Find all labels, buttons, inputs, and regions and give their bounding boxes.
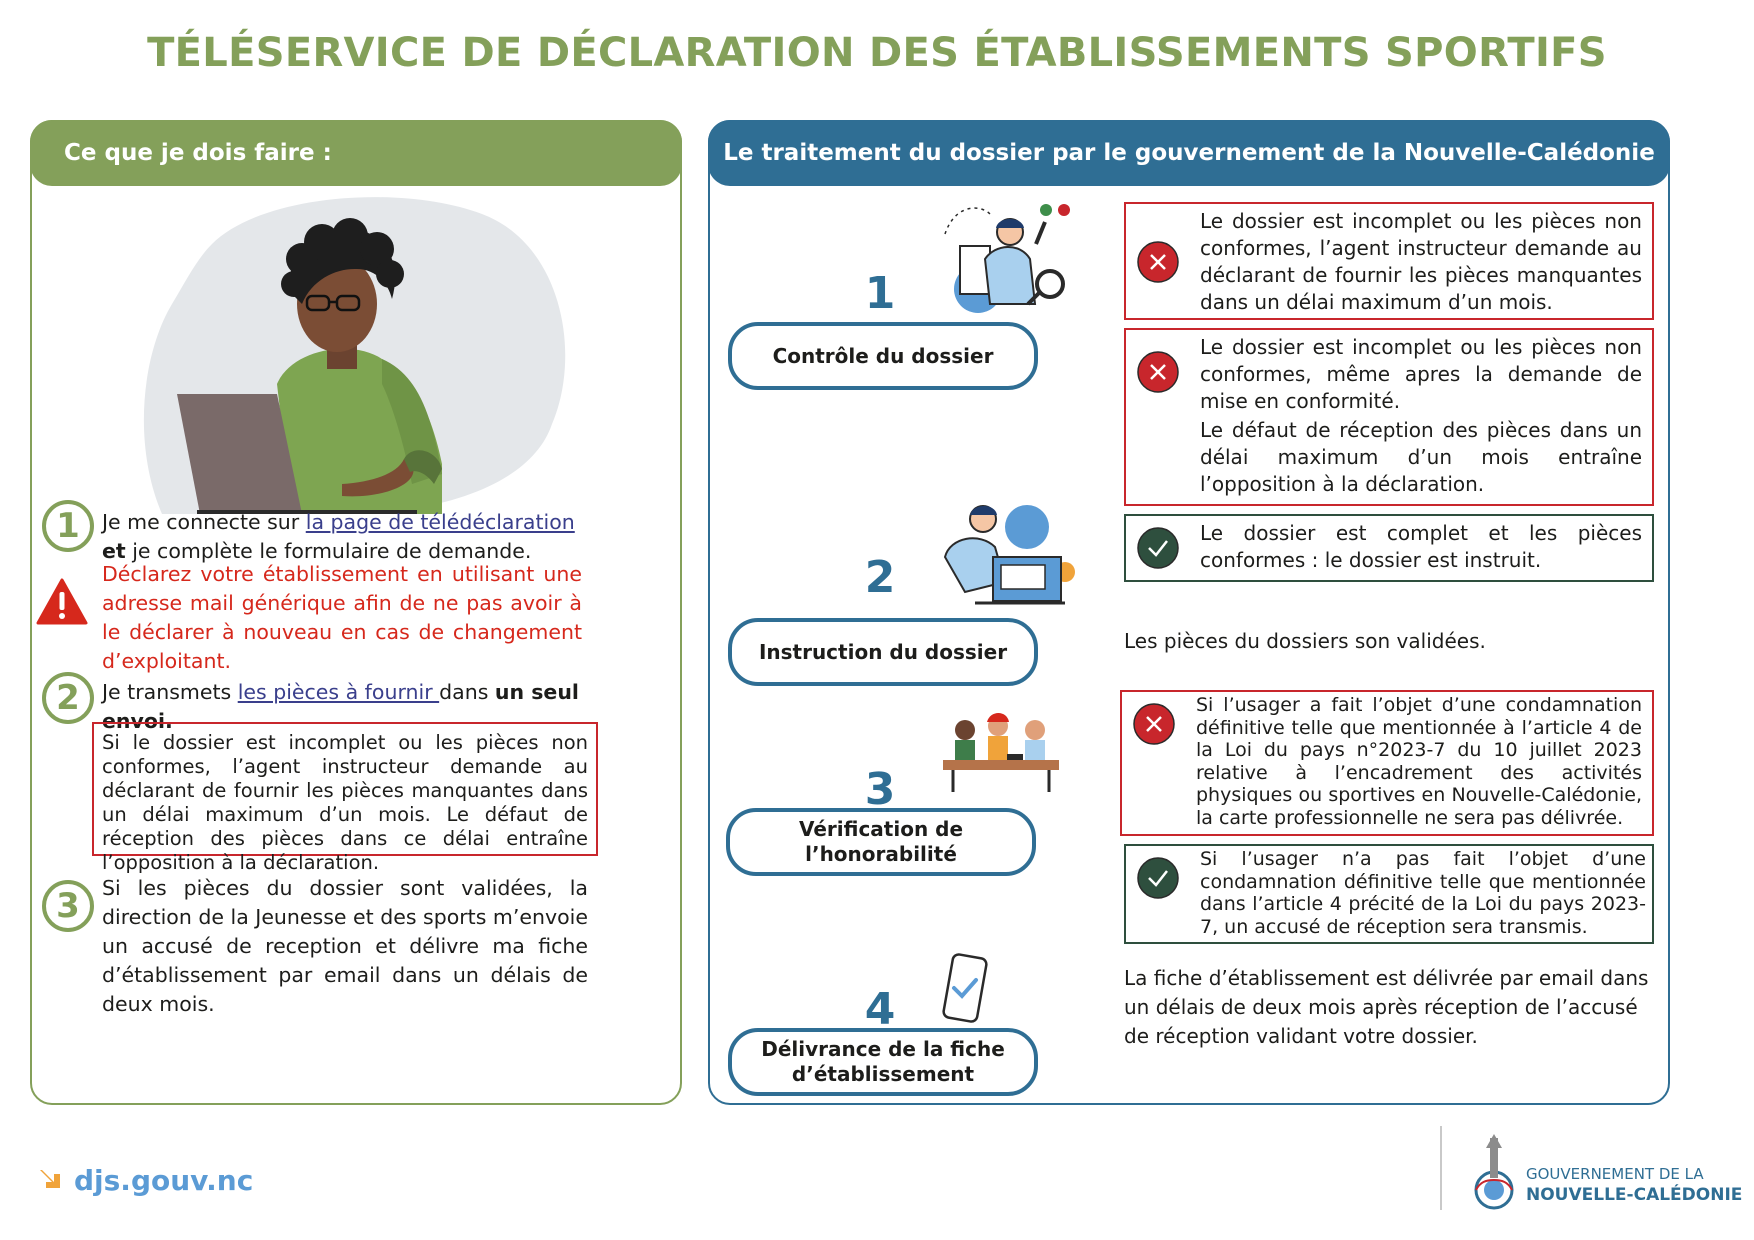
government-logo	[1466, 1134, 1522, 1210]
meeting-illustration	[935, 710, 1065, 795]
step-1-number: 1	[864, 268, 896, 319]
pieces-a-fournir-link[interactable]: les pièces à fournir	[237, 680, 440, 704]
left-panel-header: Ce que je dois faire :	[30, 120, 682, 186]
person-screen-illustration	[935, 497, 1075, 607]
incomplete-box-2-text-a: Le dossier est incomplet ou les pièces non conformes, même apres la demande de mise en conformité.	[1200, 335, 1642, 413]
conviction-box-text: Si l’usager a fait l’objet d’une condamnation définitive telle que mentionnée à l’article 4 de la Loi du pays n°2023-7 du 10 juillet 2023 relative à l’encadrement des activités physiques ou sportives en Nouvelle-Calédonie, la carte professionnelle ne sera pas délivrée.	[1196, 694, 1642, 829]
right-panel-header: Le traitement du dossier par le gouvernement de la Nouvelle-Calédonie	[708, 120, 1670, 186]
step-2-text: Je transmets les pièces à fournir dans un seul envoi.	[102, 680, 579, 733]
government-name: GOUVERNEMENT DE LA NOUVELLE-CALÉDONIE	[1526, 1165, 1743, 1205]
step-3-text: Si les pièces du dossier sont validées, la direction de la Jeunesse et des sports m’envoie un accusé de reception et délivre ma fiche d’établissement par email dans un délais de deux mois.	[102, 876, 588, 1016]
incomplete-box-2	[1124, 328, 1654, 506]
incomplete-box-1-text: Le dossier est incomplet ou les pièces non conformes, l’agent instructeur demande au déclarant de fournir les pièces manquantes dans un délai maximum d’un mois.	[1200, 209, 1642, 314]
step-1-pill: Contrôle du dossier	[728, 322, 1038, 390]
step-4-number: 4	[864, 984, 896, 1035]
warning-icon	[36, 578, 88, 626]
step-2-number: 2	[864, 552, 896, 603]
footer-divider	[1440, 1126, 1442, 1210]
warning-text: Déclarez votre établissement en utilisant une adresse mail générique afin de ne pas avoir à le déclarer à nouveau en cas de changement d’exploitant.	[102, 562, 582, 673]
left-panel	[30, 120, 682, 1105]
step-2-circle: 2	[42, 672, 94, 724]
rejected-icon	[1136, 240, 1180, 284]
incomplete-notice-text: Si le dossier est incomplet ou les pièces non conformes, l’agent instructeur demande au déclarant de fournir les pièces manquantes dans un délai maximum d’un mois. Le défaut de réception des pièces dans ce délai entraîne l’opposition à la déclaration.	[102, 731, 588, 874]
conviction-box	[1120, 690, 1654, 836]
step-4-pill: Délivrance de la fiche d’établissement	[728, 1028, 1038, 1096]
complete-box-text: Le dossier est complet et les pièces conformes : le dossier est instruit.	[1200, 521, 1642, 572]
approved-icon	[1136, 856, 1180, 900]
incomplete-notice-box	[92, 722, 598, 874]
person-laptop-illustration	[142, 184, 582, 514]
page-title: TÉLÉSERVICE DE DÉCLARATION DES ÉTABLISSEMENTS SPORTIFS	[147, 30, 1607, 76]
step-3-circle: 3	[42, 880, 94, 932]
step-1-text: Je me connecte sur la page de télédéclaration et je complète le formulaire de demande.	[102, 510, 575, 563]
teledeclaration-link[interactable]: la page de télédéclaration	[305, 510, 575, 534]
step-2-pill: Instruction du dossier	[728, 618, 1038, 686]
footer-url[interactable]: djs.gouv.nc	[74, 1164, 254, 1197]
incomplete-box-1	[1124, 202, 1654, 320]
magnifier-checklist-illustration	[940, 204, 1080, 314]
approved-icon	[1136, 526, 1180, 570]
complete-box	[1124, 514, 1654, 582]
right-panel	[708, 120, 1670, 1105]
arrow-icon	[40, 1166, 66, 1192]
phone-check-icon	[940, 952, 990, 1024]
step-3-pill: Vérification de l’honorabilité	[726, 808, 1036, 876]
delivery-text: La fiche d’établissement est délivrée par email dans un délais de deux mois après réception de l’accusé de réception validant votre dossier.	[1124, 966, 1649, 1048]
rejected-icon	[1132, 702, 1176, 746]
step-1-circle: 1	[42, 500, 94, 552]
incomplete-box-2-text-b: Le défaut de réception des pièces dans un délai maximum d’un mois entraîne l’opposition à la déclaration.	[1200, 418, 1642, 496]
rejected-icon	[1136, 350, 1180, 394]
no-conviction-box	[1124, 844, 1654, 944]
validated-text: Les pièces du dossiers son validées.	[1124, 629, 1486, 653]
step-3-number: 3	[864, 764, 896, 815]
no-conviction-box-text: Si l’usager n’a pas fait l’objet d’une condamnation définitive telle que mentionnée dans l’article 4 précité de la Loi du pays 2023-7, un accusé de réception sera transmis.	[1200, 848, 1646, 938]
